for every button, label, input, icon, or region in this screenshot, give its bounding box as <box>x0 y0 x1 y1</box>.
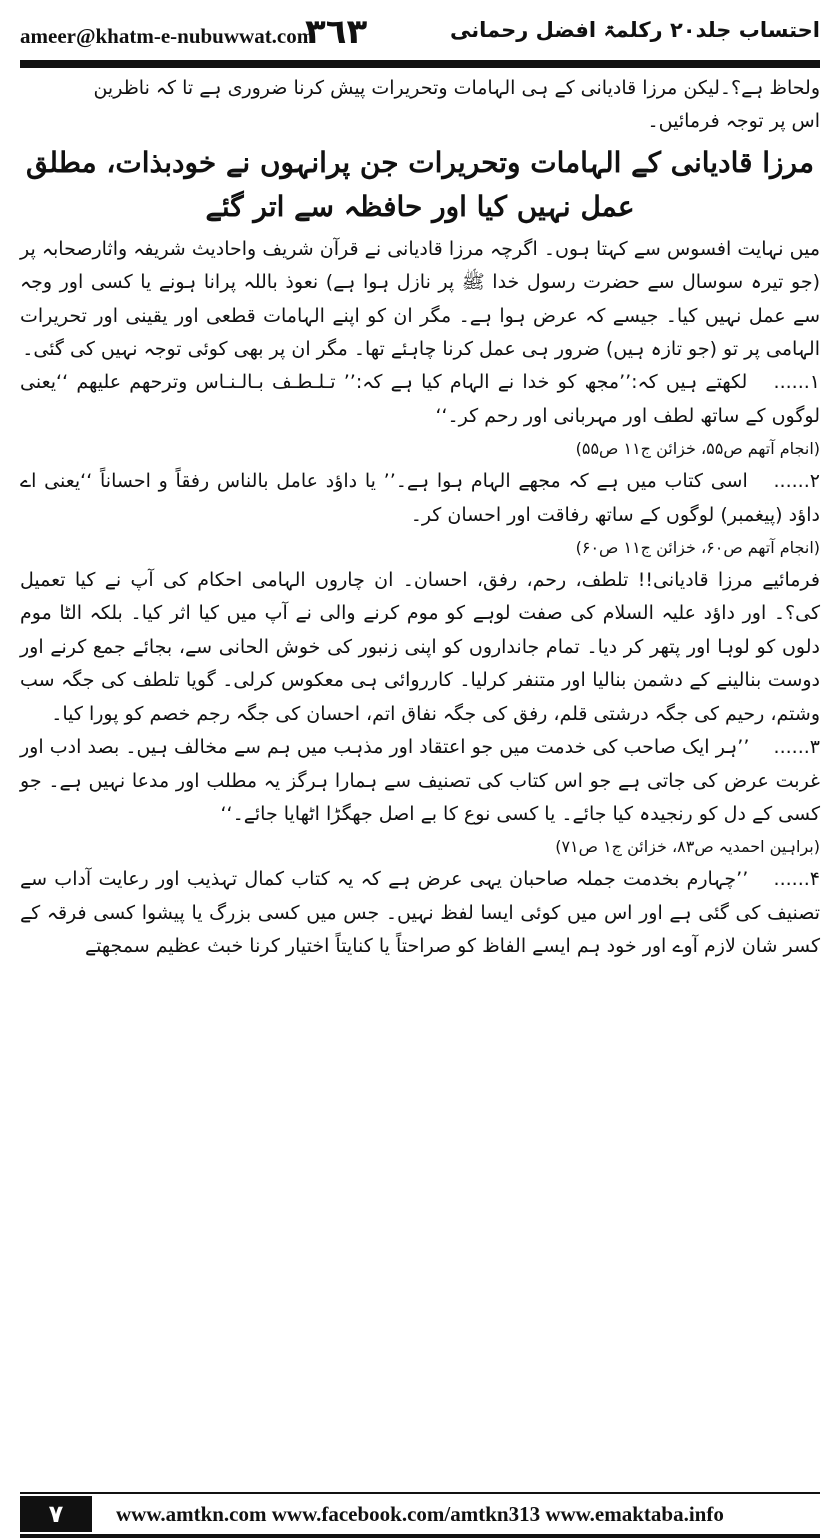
leaf-number: ۷ <box>20 1496 92 1532</box>
item-2-translation: ‘‘یعنی اے داؤد (پیغمبر) لوگوں کے ساتھ رفاقت اور احسان کر۔ <box>20 470 820 526</box>
item-2-text: اسی کتاب میں ہے کہ مجھے الہام ہوا ہے۔’’ <box>383 470 748 493</box>
book-series-title: احتساب جلد۲۰ رکلمۃ افضل رحمانی <box>450 18 820 42</box>
item-1-text: لکھتے ہیں کہ:’’مجھ کو خدا نے الہام کیا ہے کہ:’’ <box>343 371 748 394</box>
item-4 <box>20 863 820 963</box>
item-1 <box>20 366 820 433</box>
item-1-arabic: تـلـطـف بـالـنـاس وترحهم عليهم <box>76 371 336 394</box>
item-4-text: ’’چہارم بخدمت جملہ صاحبان یہی عرض ہے کہ یہ کتاب کمال تہذیب اور رعایت آداب سے تصنیف کی گئی ہے اور اس میں کوئی ایسا لفظ نہیں۔ جس میں کسی بزرگ یا پیشوا کسی فرقہ کے کسر شان لازم آوے اور خود ہم ایسے الفاظ کو صراحتاً یا کنایتاً اختیار کرنا خبث عظیم سمجھتے <box>20 868 820 958</box>
item-2 <box>20 465 820 532</box>
page-number: ٣٦٣ <box>305 12 368 52</box>
header-email: ameer@khatm-e-nubuwwat.com <box>20 24 315 48</box>
item-2-arabic: یا داؤد عامل بالناس رفقاً و احساناً <box>100 470 376 493</box>
item-1-translation: ‘‘یعنی لوگوں کے ساتھ لطف اور مہربانی اور رحم کر۔‘‘ <box>20 371 820 427</box>
item-4-number: ۴...... <box>773 868 820 891</box>
item-3-text: ’’ہر ایک صاحب کی خدمت میں جو اعتقاد اور مذہب میں ہم سے مخالف ہیں۔ بصد ادب اور غربت عرض کی جاتی ہے جو اس کتاب کی تصنیف سے ہمارا ہرگز یہ مطلب اور مدعا نہیں ہے۔ جو کسی کے دل کو رنجیدہ کیا جائے۔ یا کسی نوع کا بے اصل جھگڑا اٹھایا جائے۔‘‘ <box>20 736 820 825</box>
header-rule <box>20 60 820 68</box>
section-heading: مرزا قادیانی کے الہامات وتحریرات جن پرانہوں نے خودبذات، مطلق عمل نہیں کیا اور حافظہ سے اتر گئے <box>26 145 814 223</box>
paragraph-2: فرمائیے مرزا قادیانی!! تلطف، رحم، رفق، احسان۔ ان چاروں الہامی احکام کی آپ نے کیا تعمیل کی؟۔ اور داؤد علیہ السلام کی صفت لوہے کو موم کرنے والی نے آپ میں کیا اثر کیا۔ بلکہ الٹا موم دلوں کو لوہا اور پتھر کر دیا۔ تمام جانداروں کو اپنی زنبور کی خوش الحانی سے، بجائے جمع کرنے اور دوست بنالینے کے دشمن بنالیا اور متنفر کرلیا۔ کارروائی ہی معکوس کرلی۔ گویا تلطف کی جگہ سب وشتم، رحیم کی جگہ درشتی قلم، رفق کی جگہ نفاق اتم، احسان کی جگہ رجم خصم کو پورا کیا۔ <box>20 569 820 725</box>
page-body <box>20 72 820 964</box>
footer-links: www.amtkn.com www.facebook.com/amtkn313 www.emaktaba.info <box>116 1502 724 1526</box>
reference-2: (انجام آتھم ص۶۰، خزائن ج۱۱ ص۶۰) <box>575 538 820 558</box>
intro-line-2: اس پر توجہ فرمائیں۔ <box>647 110 820 133</box>
paragraph-1: میں نہایت افسوس سے کہتا ہوں۔ اگرچہ مرزا قادیانی نے قرآن شریف واحادیث شریفہ واثارصحابہ پر (جو تیرہ سوسال سے حضرت رسول خدا ﷺ پر نازل ہوا ہے) نعوذ باللہ پرانا ہونے یا کسی اور وجہ سے عمل نہیں کیا۔ جیسے کہ عرض ہوا ہے۔ مگر ان کو اپنے الہامات قطعی اور یقینی اور تحریرات الہامی پر تو (جو تازہ ہیں) ضرور ہی عمل کرنا چاہئے تھا۔ مگر ان پر بھی کوئی توجہ نہیں کی گئی۔ <box>20 237 820 361</box>
reference-1: (انجام آتھم ص۵۵، خزائن ج۱۱ ص۵۵) <box>575 439 820 459</box>
footer-rule <box>20 1492 820 1494</box>
page-footer <box>20 1496 820 1532</box>
page-header <box>20 0 820 58</box>
reference-3: (براہین احمدیہ ص۸۳، خزائن ج۱ ص۷۱) <box>555 837 820 857</box>
item-2-number: ۲...... <box>773 470 820 493</box>
intro-line-1: ولحاظ ہے؟۔لیکن مرزا قادیانی کے ہی الہامات وتحریرات پیش کرنا ضروری ہے تا کہ ناظرین <box>93 77 820 99</box>
item-3 <box>20 731 820 831</box>
item-1-number: ۱...... <box>773 371 821 394</box>
item-3-number: ۳...... <box>773 736 820 759</box>
footer-bottom-rule <box>20 1534 820 1538</box>
